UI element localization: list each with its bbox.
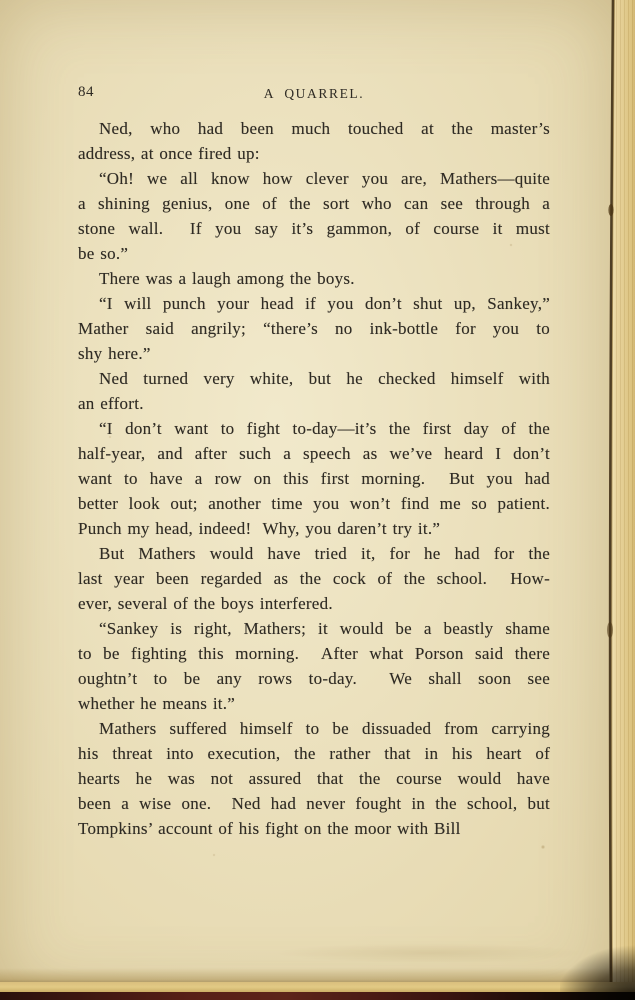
text-line: hearts he was not assured that the course would have bbox=[78, 769, 550, 788]
text-line: There was a laugh among the boys. bbox=[99, 269, 355, 288]
text-line: stone wall. If you say it’s gammon, of course it must bbox=[78, 219, 550, 238]
text-line: his threat into execution, the rather that in his heart of bbox=[78, 744, 550, 763]
text-line: ever, several of the boys interfered. bbox=[78, 594, 333, 613]
text-line: “Sankey is right, Mathers; it would be a beastly shame bbox=[99, 619, 550, 638]
text-line: want to have a row on this first morning. But you had bbox=[78, 469, 550, 488]
text-line: oughtn’t to be any rows to-day. We shall soon see bbox=[78, 669, 550, 688]
page-number: 84 bbox=[78, 84, 94, 100]
text-line: address, at once fired up: bbox=[78, 144, 260, 163]
text-line: Mathers suffered himself to be dissuaded from carrying bbox=[99, 719, 550, 738]
corner-shadow bbox=[560, 940, 635, 1000]
text-line: Mather said angrily; “there’s no ink-bottle for you to bbox=[78, 319, 550, 338]
text-line: Ned, who had been much touched at the master’s bbox=[99, 119, 550, 138]
text-line: Punch my head, indeed! Why, you daren’t try it.” bbox=[78, 519, 441, 538]
text-line: to be fighting this morning. After what Porson said there bbox=[78, 644, 550, 663]
text-line: Tompkins’ account of his fight on the moor with Bill bbox=[78, 819, 461, 838]
text-line: whether he means it.” bbox=[78, 694, 236, 713]
text-line: be so.” bbox=[78, 244, 129, 263]
body-text-block bbox=[78, 116, 550, 841]
text-line: half-year, and after such a speech as we’ve heard I don’t bbox=[78, 444, 550, 463]
text-line: shy here.” bbox=[78, 344, 151, 363]
text-line: a shining genius, one of the sort who can see through a bbox=[78, 194, 550, 213]
text-line: “I will punch your head if you don’t shut up, Sankey,” bbox=[99, 294, 550, 313]
text-line: better look out; another time you won’t find me so patient. bbox=[78, 494, 550, 513]
book-cover-edge bbox=[0, 992, 635, 1000]
text-line: “Oh! we all know how clever you are, Mathers—quite bbox=[99, 169, 550, 188]
text-line: “I don’t want to fight to-day—it’s the first day of the bbox=[99, 419, 550, 438]
text-line: last year been regarded as the cock of the school. How- bbox=[78, 569, 550, 588]
text-line: Ned turned very white, but he checked himself with bbox=[99, 369, 550, 388]
running-header: A QUARREL. bbox=[263, 86, 365, 101]
text-line: But Mathers would have tried it, for he had for the bbox=[99, 544, 550, 563]
fore-edge-streaks bbox=[612, 0, 635, 1000]
text-line: an effort. bbox=[78, 394, 144, 413]
text-line: been a wise one. Ned had never fought in the school, but bbox=[78, 794, 550, 813]
